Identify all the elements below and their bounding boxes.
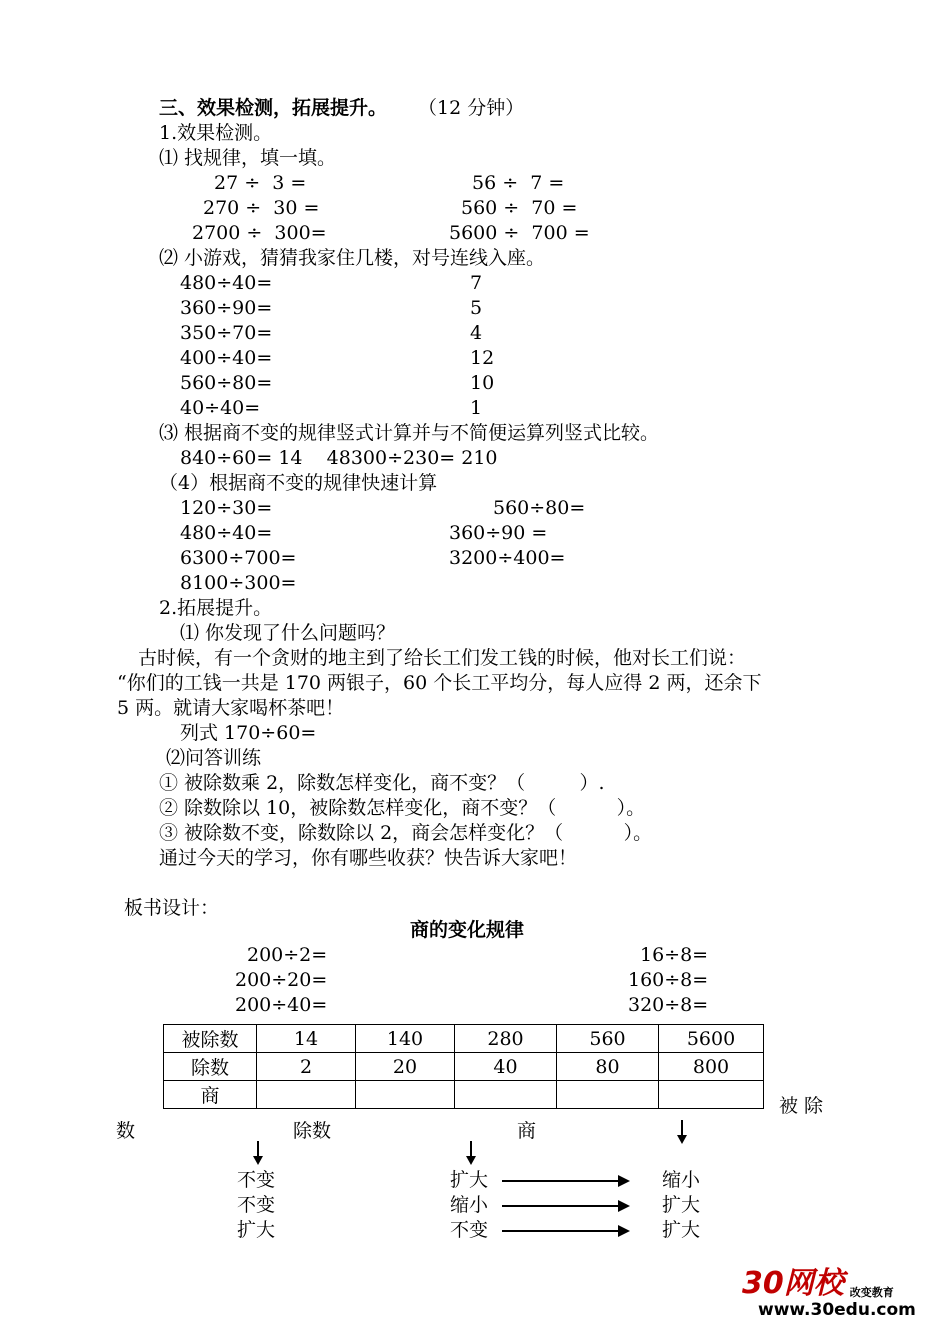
right-arrow-icon (502, 1180, 620, 1182)
section-title: 三、效果检测，拓展提升。 (159, 97, 388, 119)
logo-brand: 30网校 (742, 1266, 844, 1301)
part2-q1-title: ⑴ 你发现了什么问题吗？ (180, 622, 396, 644)
q2-expr: 400÷40= (180, 347, 273, 369)
q1-title: ⑴ 找规律，填一填。 (159, 147, 337, 169)
q3-title: ⑶ 根据商不变的规律竖式计算并与不简便运算列竖式比较。 (159, 422, 660, 444)
col1-item: 不变 (237, 1194, 276, 1216)
q4-title: （4）根据商不变的规律快速计算 (159, 472, 438, 494)
q4-left: 480÷40= (180, 522, 273, 544)
q2-expr: 40÷40= (180, 397, 261, 419)
q2-expr: 480÷40= (180, 272, 273, 294)
right-arrow-icon (502, 1230, 620, 1232)
table-cell: 80 (557, 1053, 659, 1081)
closing: 通过今天的学习，你有哪些收获？快告诉大家吧！ (159, 847, 578, 869)
col2-item: 缩小 (450, 1194, 489, 1216)
table-row (164, 1025, 764, 1053)
board-label: 板书设计： (124, 897, 220, 919)
q1-right-2: 560 ÷ 70 = (461, 197, 578, 219)
q3-line: 840÷60= 14 48300÷230= 210 (180, 447, 498, 469)
col-head: 除数 (293, 1120, 332, 1142)
table-cell: 5600 (659, 1025, 764, 1053)
table-cell: 40 (455, 1053, 557, 1081)
table-cell: 140 (356, 1025, 455, 1053)
question: ① 被除数乘 2，除数怎样变化，商不变？（ ）. (159, 772, 605, 794)
table-cell: 20 (356, 1053, 455, 1081)
board-left: 200÷20= (235, 969, 328, 991)
table-cell: 560 (557, 1025, 659, 1053)
col3-item: 扩大 (662, 1219, 701, 1241)
row-header: 被除数 (164, 1025, 257, 1053)
col2-item: 扩大 (450, 1169, 489, 1191)
col1-item: 不变 (237, 1169, 276, 1191)
q1-left-2: 270 ÷ 30 = (203, 197, 320, 219)
col2-item: 不变 (450, 1219, 489, 1241)
table-cell: 800 (659, 1053, 764, 1081)
q2-answer: 5 (470, 297, 483, 319)
right-arrow-icon (502, 1205, 620, 1207)
q2-answer: 7 (470, 272, 483, 294)
q2-answer: 4 (470, 322, 483, 344)
q1-left-3: 2700 ÷ 300= (192, 222, 327, 244)
q4-left: 8100÷300= (180, 572, 297, 594)
brand-logo (742, 1268, 916, 1320)
row-header: 除数 (164, 1053, 257, 1081)
col-head: 数 (116, 1120, 136, 1142)
logo-url: www.30edu.com (758, 1300, 916, 1320)
q4-right: 3200÷400= (449, 547, 566, 569)
q4-left: 120÷30= (180, 497, 273, 519)
part1-heading: 1.效果检测。 (159, 122, 273, 144)
board-right: 320÷8= (628, 994, 709, 1016)
table-cell (659, 1081, 764, 1109)
col3-item: 缩小 (662, 1169, 701, 1191)
section-time: （12 分钟） (418, 97, 525, 119)
down-arrow-icon (470, 1141, 472, 1157)
q2-expr: 350÷70= (180, 322, 273, 344)
q2-expr: 360÷90= (180, 297, 273, 319)
table-cell (455, 1081, 557, 1109)
q4-right: 560÷80= (493, 497, 586, 519)
board-left: 200÷40= (235, 994, 328, 1016)
table-cell: 2 (257, 1053, 356, 1081)
q2-answer: 10 (470, 372, 495, 394)
q1-right-1: 56 ÷ 7 = (472, 172, 565, 194)
table-row (164, 1053, 764, 1081)
board-left: 200÷2= (247, 944, 328, 966)
story-line: “你们的工钱一共是 170 两银子，60 个长工平均分，每人应得 2 两，还余下 (117, 672, 762, 694)
col-head-tail: 被 除 (779, 1095, 824, 1117)
q4-left: 6300÷700= (180, 547, 297, 569)
story-line: 古时候，有一个贪财的地主到了给长工们发工钱的时候，他对长工们说： (138, 647, 747, 669)
row-header: 商 (164, 1081, 257, 1109)
down-arrow-icon (681, 1120, 683, 1136)
q4-right: 360÷90 = (449, 522, 548, 544)
formula: 列式 170÷60= (180, 722, 317, 744)
q2-answer: 1 (470, 397, 483, 419)
down-arrow-icon (257, 1141, 259, 1157)
part2-q2-title: ⑵问答训练 (166, 747, 262, 769)
table-cell (257, 1081, 356, 1109)
col3-item: 扩大 (662, 1194, 701, 1216)
board-right: 160÷8= (628, 969, 709, 991)
col1-item: 扩大 (237, 1219, 276, 1241)
table-cell (557, 1081, 659, 1109)
board-title: 商的变化规律 (410, 919, 525, 941)
table-cell (356, 1081, 455, 1109)
table-cell: 280 (455, 1025, 557, 1053)
story-line: 5 两。就请大家喝杯茶吧！ (117, 697, 345, 719)
q2-expr: 560÷80= (180, 372, 273, 394)
question: ③ 被除数不变，除数除以 2，商会怎样变化？（ ）。 (159, 822, 653, 844)
q1-left-1: 27 ÷ 3 = (214, 172, 307, 194)
question: ② 除数除以 10，被除数怎样变化，商不变？（ ）。 (159, 797, 646, 819)
table-row (164, 1081, 764, 1109)
q2-answer: 12 (470, 347, 495, 369)
logo-slogan: 改变教育 (849, 1286, 894, 1299)
part2-heading: 2.拓展提升。 (159, 597, 273, 619)
table-cell: 14 (257, 1025, 356, 1053)
q1-right-3: 5600 ÷ 700 = (449, 222, 590, 244)
board-right: 16÷8= (640, 944, 709, 966)
col-head: 商 (517, 1120, 537, 1142)
q2-title: ⑵ 小游戏，猜猜我家住几楼，对号连线入座。 (159, 247, 546, 269)
quotient-table (163, 1024, 764, 1109)
